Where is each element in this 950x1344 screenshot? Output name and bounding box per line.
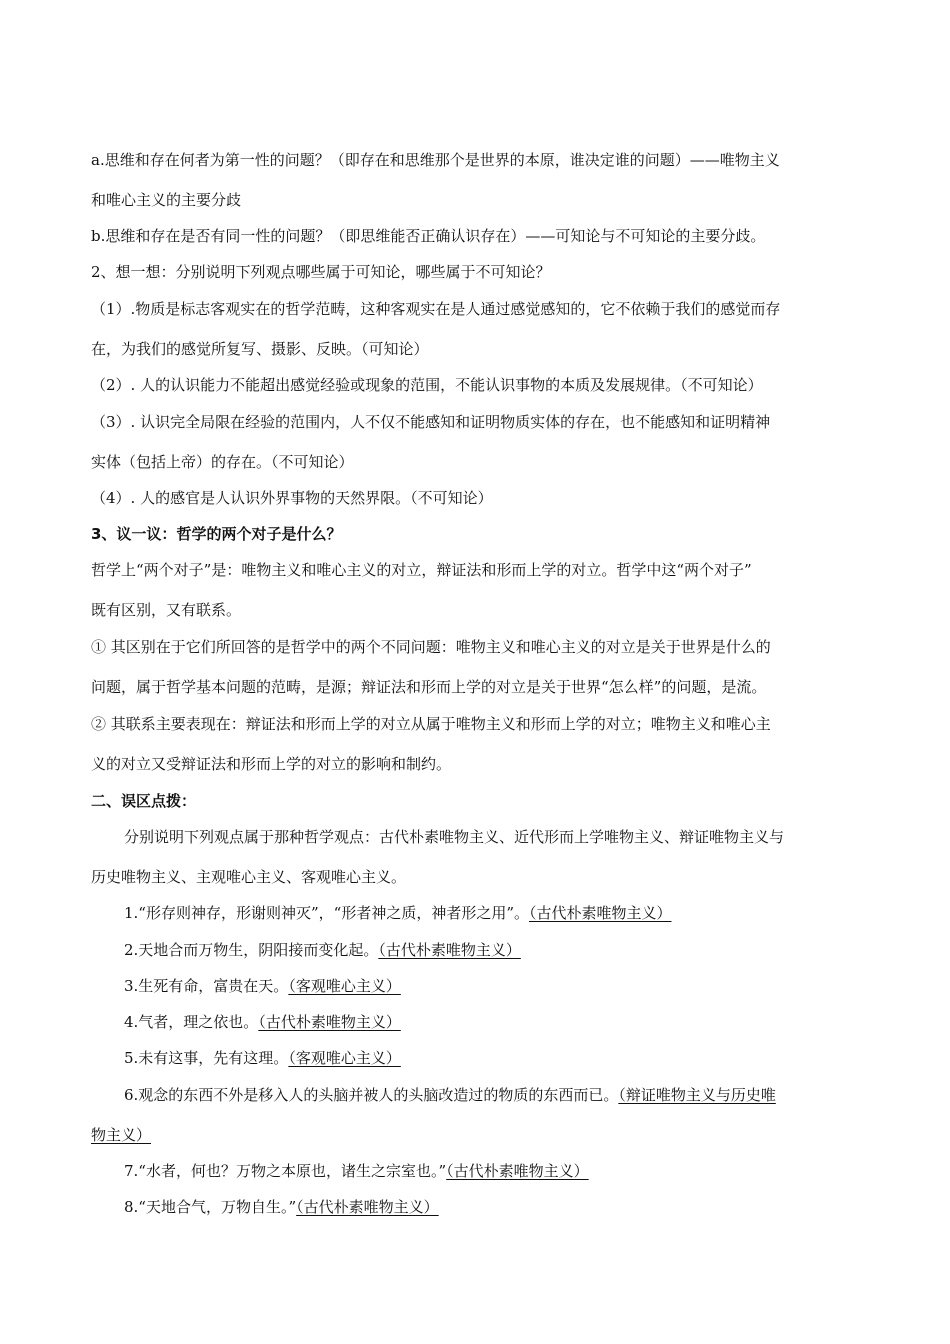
q3-para3-line2: 义的对立又受辩证法和形而上学的对立的影响和制约。	[91, 755, 452, 773]
item-statement: 7.“水者，何也？万物之本原也，诸生之宗室也。”	[124, 1162, 447, 1180]
item-answer-continuation: 物主义）	[91, 1126, 152, 1144]
list-item	[124, 903, 672, 923]
q2-item-1-line2: 在，为我们的感觉所复写、摄影、反映。（可知论）	[91, 340, 429, 358]
section-2-intro-line1: 分别说明下列观点属于那种哲学观点：古代朴素唯物主义、近代形而上学唯物主义、辩证唯物主义与	[124, 828, 785, 846]
item-answer: （辩证唯物主义与历史唯	[618, 1086, 776, 1104]
section-2-heading: 二、误区点拨：	[91, 792, 197, 810]
point-b-line: b.思维和存在是否有同一性的问题？（即思维能否正确认识存在）——可知论与不可知论的主要分歧。	[91, 227, 766, 245]
list-item	[124, 1197, 439, 1217]
section-2-intro-line2: 历史唯物主义、主观唯心主义、客观唯心主义。	[91, 868, 407, 886]
list-item	[124, 976, 401, 996]
item-statement: 2.天地合而万物生，阴阳接而变化起。	[124, 941, 379, 959]
q3-para2-line1: ① 其区别在于它们所回答的是哲学中的两个不同问题：唯物主义和唯心主义的对立是关于世界是什么的	[91, 638, 771, 656]
item-statement: 5.未有这事，先有这理。	[124, 1049, 289, 1067]
item-answer: （古代朴素唯物主义）	[378, 941, 521, 959]
q3-para1-line2: 既有区别，又有联系。	[91, 601, 242, 619]
q2-item-3-line2: 实体（包括上帝）的存在。（不可知论）	[91, 453, 354, 471]
item-answer: （客观唯心主义）	[288, 977, 401, 995]
list-item	[124, 1161, 589, 1181]
q2-item-2: （2）. 人的认识能力不能超出感觉经验或现象的范围，不能认识事物的本质及发展规律。（不可知论）	[91, 376, 763, 394]
question-2-title: 2、想一想：分别说明下列观点哪些属于可知论，哪些属于不可知论？	[91, 263, 551, 281]
question-3-title: 3、议一议：哲学的两个对子是什么？	[91, 525, 342, 543]
list-item	[124, 1012, 401, 1032]
item-answer: （古代朴素唯物主义）	[529, 904, 672, 922]
item-statement: 6.观念的东西不外是移入人的头脑并被人的头脑改造过的物质的东西而已。	[124, 1086, 619, 1104]
list-item	[124, 1048, 401, 1068]
item-statement: 8.“天地合气，万物自生。”	[124, 1198, 297, 1216]
q3-para1-line1: 哲学上“两个对子”是：唯物主义和唯心主义的对立，辩证法和形而上学的对立。哲学中这“两个对子”	[91, 561, 752, 579]
item-answer: （古代朴素唯物主义）	[258, 1013, 401, 1031]
q2-item-4: （4）. 人的感官是人认识外界事物的天然界限。（不可知论）	[91, 489, 493, 507]
list-item	[124, 940, 521, 960]
item-statement: 3.生死有命，富贵在天。	[124, 977, 289, 995]
item-answer: （古代朴素唯物主义）	[446, 1162, 589, 1180]
item-answer: （客观唯心主义）	[288, 1049, 401, 1067]
q2-item-1-line1: （1）.物质是标志客观实在的哲学范畴，这种客观实在是人通过感觉感知的，它不依赖于我们的感觉而存	[91, 300, 781, 318]
point-a-line1: a.思维和存在何者为第一性的问题？（即存在和思维那个是世界的本原，谁决定谁的问题）——唯物主义	[91, 151, 780, 169]
item-answer: （古代朴素唯物主义）	[296, 1198, 439, 1216]
q3-para2-line2: 问题，属于哲学基本问题的范畴，是源；辩证法和形而上学的对立是关于世界“怎么样”的问题，是流。	[91, 678, 767, 696]
list-item-continuation	[91, 1125, 151, 1145]
list-item	[124, 1085, 776, 1105]
q3-para3-line1: ② 其联系主要表现在：辩证法和形而上学的对立从属于唯物主义和形而上学的对立；唯物主义和唯心主	[91, 715, 771, 733]
q2-item-3-line1: （3）. 认识完全局限在经验的范围内，人不仅不能感知和证明物质实体的存在，也不能感知和证明精神	[91, 413, 771, 431]
item-statement: 4.气者，理之依也。	[124, 1013, 259, 1031]
point-a-line2: 和唯心主义的主要分歧	[91, 191, 242, 209]
item-statement: 1.“形存则神存，形谢则神灭”，“形者神之质，神者形之用”。	[124, 904, 529, 922]
